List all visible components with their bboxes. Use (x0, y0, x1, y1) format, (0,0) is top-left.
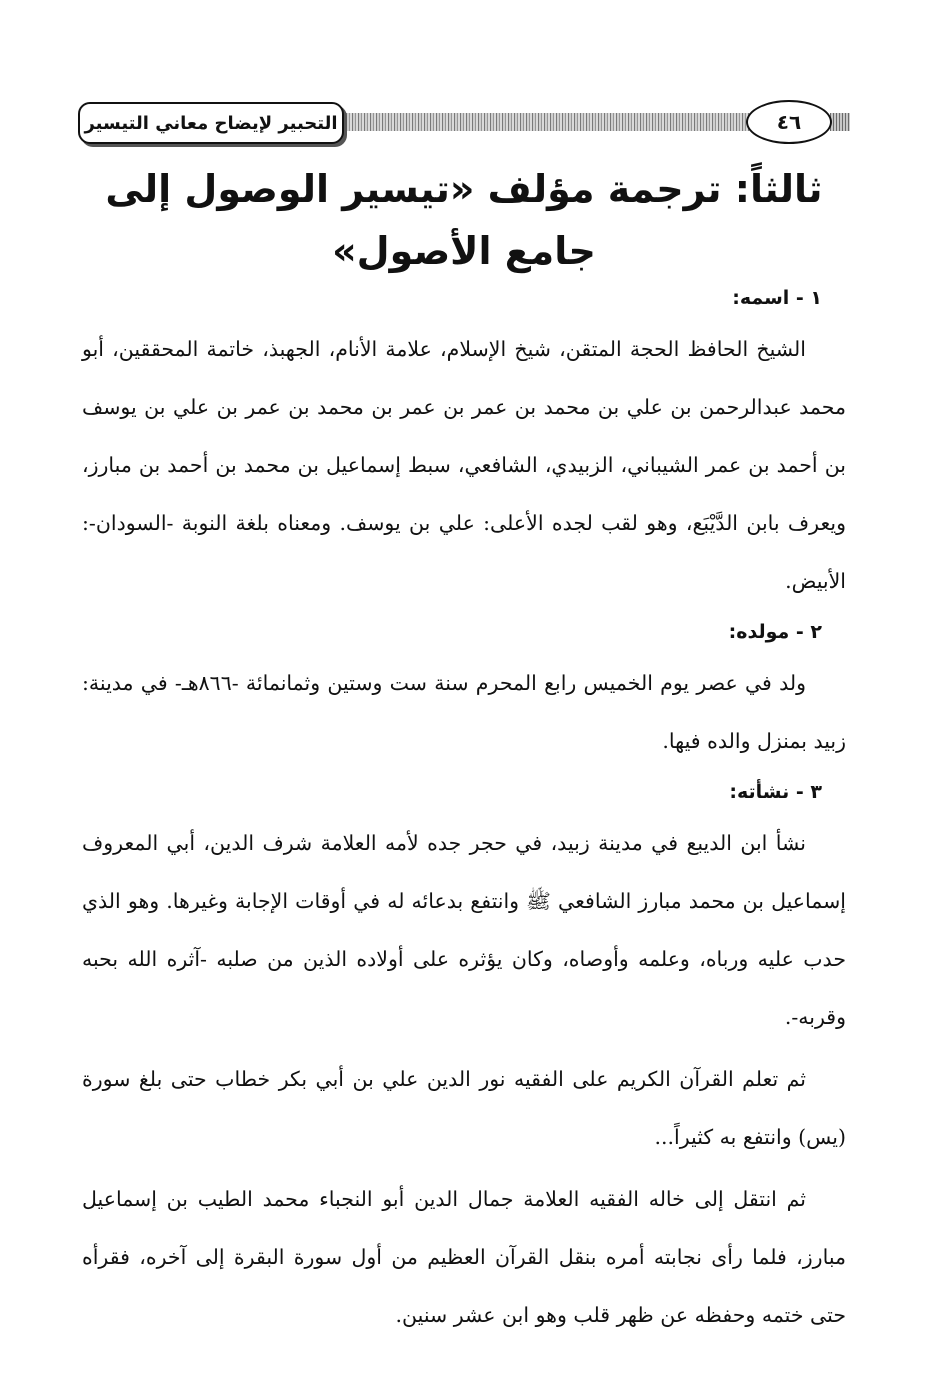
paragraph-upbringing-1: نشأ ابن الديبع في مدينة زبيد، في حجر جده لأمه العلامة شرف الدين، أبي المعروف إسماعيل بن محمد مبارز الشافعي ﷺ وانتفع بدعائه له في أوقات الإجابة وغيرها. وهو الذي حدب عليه ورباه، وعلمه وأوصاه، وكان يؤثره على أولاده الذين من صلبه -آثره الله بحبه وقربه-. (82, 831, 846, 1029)
section-heading-birth: ٢ - مولده: (728, 621, 822, 643)
paragraph-name: الشيخ الحافظ الحجة المتقن، شيخ الإسلام، علامة الأنام، الجهبذ، خاتمة المحققين، أبو محمد عبدالرحمن بن علي بن محمد بن عمر بن عمر بن محمد بن عمر بن علي بن يوسف بن أحمد بن عمر الشيباني، الزبيدي، الشافعي، سبط إسماعيل بن محمد بن أحمد بن مبارز، ويعرف بابن الدَّيْبَع، وهو لقب لجده الأعلى: علي بن يوسف. ومعناه بلغة النوبة -السودان-: الأبيض. (82, 337, 846, 593)
header-decorative-band (328, 113, 760, 131)
paragraph-birth: ولد في عصر يوم الخميس رابع المحرم سنة ست وستين وثمانمائة -٨٦٦هـ- في مدينة: زبيد بمنزل والده فيها. (82, 671, 846, 753)
paragraph-upbringing-3: ثم انتقل إلى خاله الفقيه العلامة جمال الدين أبو النجباء محمد الطيب بن إسماعيل مبارز، فلما رأى نجابته أمره بنقل القرآن العظيم من أول سورة البقرة إلى آخره، فقرأه حتى ختمه وحفظه عن ظهر قلب وهو ابن عشر سنين. (82, 1187, 846, 1327)
section-heading-name: ١ - اسمه: (732, 287, 822, 309)
page-number: ٤٦ (746, 100, 832, 144)
section-heading-upbringing: ٣ - نشأته: (729, 781, 822, 803)
page-body (82, 280, 846, 1348)
running-title: التحبير لإيضاح معاني التيسير (78, 102, 344, 144)
paragraph-upbringing-2: ثم تعلم القرآن الكريم على الفقيه نور الدين علي بن أبي بكر خطاب حتى بلغ سورة (يس) وانتفع به كثيراً... (82, 1067, 846, 1149)
page-header (78, 96, 850, 148)
header-decorative-band-end (830, 113, 850, 131)
chapter-title: ثالثاً: ترجمة مؤلف «تيسير الوصول إلى جامع الأصول» (105, 167, 823, 273)
